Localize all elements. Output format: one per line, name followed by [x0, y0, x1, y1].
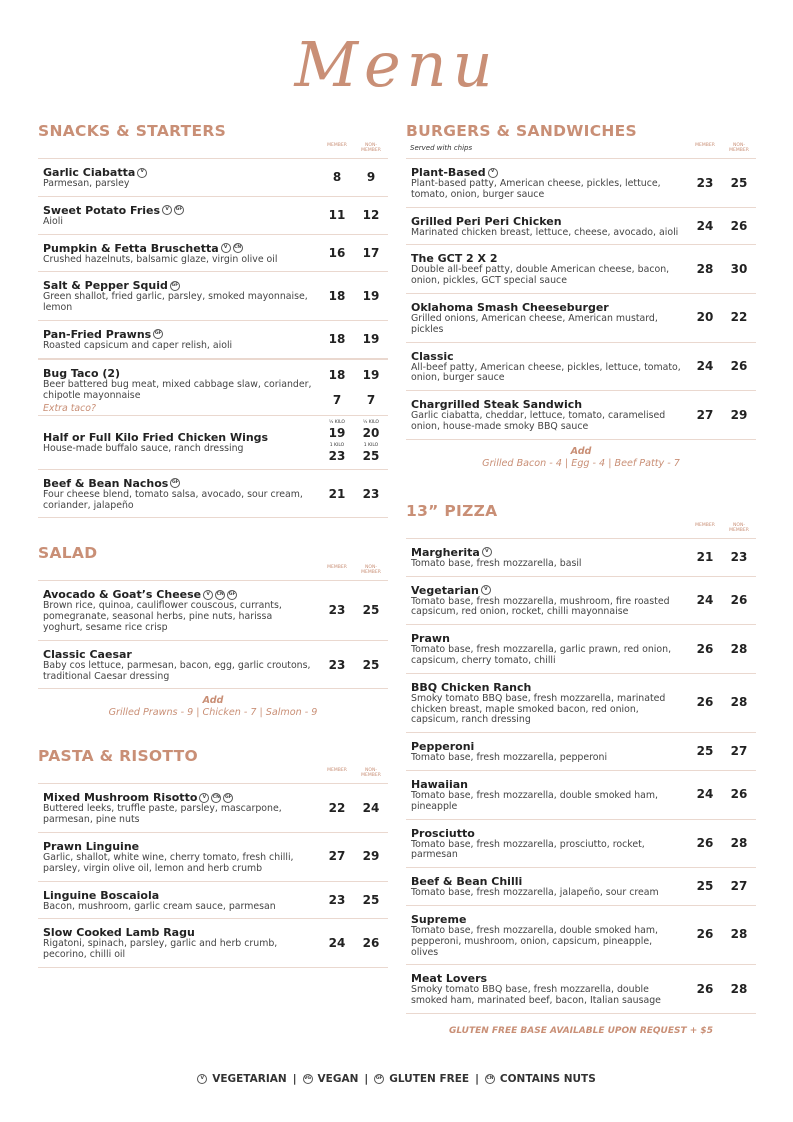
member-price: 26: [696, 982, 714, 997]
item-list: [38, 580, 388, 689]
non-member-price: 28: [730, 982, 748, 997]
menu-item-prawn: [406, 624, 756, 673]
legend-label: VEGETARIAN: [212, 1073, 287, 1085]
item-name-row: [411, 681, 756, 694]
item-description: Grilled onions, American cheese, American mustard, pickles: [411, 312, 658, 335]
member-price: 23: [696, 175, 714, 190]
item-name: The GCT 2 X 2: [411, 252, 498, 266]
item-description: Baby cos lettuce, parmesan, bacon, egg, garlic croutons, traditional Caesar dressing: [43, 659, 311, 682]
non-member-price: 19: [362, 367, 380, 382]
item-name: Classic Caesar: [43, 647, 132, 661]
section-pasta: [38, 745, 388, 968]
non-member-price: 25: [362, 892, 380, 907]
section-title: BURGERS & SANDWICHES: [406, 122, 638, 140]
item-name: Beef & Bean Nachos: [43, 476, 169, 490]
full-kilo-label: 1 KILO: [363, 442, 379, 448]
menu-item-bbq-chicken-ranch: [406, 673, 756, 732]
item-name: Bug Taco (2): [43, 366, 121, 380]
legend-separator: |: [292, 1073, 297, 1085]
member-price: 18: [328, 332, 346, 347]
item-description: Buttered leeks, truffle paste, parsley, mascarpone, parmesan, pine nuts: [43, 803, 282, 826]
item-name: Salt & Pepper Squid: [43, 279, 168, 293]
v-badge-icon: V: [481, 585, 491, 595]
vegetarian-legend-icon: V: [197, 1074, 207, 1084]
right-column: [406, 120, 756, 1036]
menu-item-vegetarian: [406, 576, 756, 625]
gf-badge-icon: GF: [223, 793, 233, 803]
item-description: Tomato base, fresh mozzarella, double smoked ham, pepperoni, mushroom, onion, capsicum, pineapple, olives: [411, 924, 659, 958]
item-description: All-beef patty, American cheese, pickles, lettuce, tomato, onion, burger sauce: [411, 361, 681, 384]
menu-item-slow-cooked-lamb-ragu: [38, 918, 388, 968]
dietary-legend: [0, 1073, 793, 1085]
v-badge-icon: V: [137, 168, 147, 178]
menu-item-oklahoma-smash-cheeseburger: [406, 293, 756, 342]
member-header: MEMBER: [327, 565, 347, 571]
non-member-price: 28: [730, 836, 748, 851]
item-name: Avocado & Goat’s Cheese: [43, 588, 202, 602]
non-member-header: NON-MEMBER: [729, 143, 749, 153]
section-title: SALAD: [38, 544, 98, 563]
menu-item-sweet-potato-fries: [38, 196, 388, 234]
addon-title: Add: [202, 695, 224, 707]
section-header: [38, 542, 388, 580]
menu-item-linguine-boscaiola: [38, 881, 388, 919]
item-name: Mixed Mushroom Risotto: [43, 791, 198, 805]
item-list: [406, 158, 756, 440]
item-name: Grilled Peri Peri Chicken: [411, 214, 562, 228]
full-non-member-price: 25: [362, 448, 380, 463]
item-name: Linguine Boscaiola: [43, 888, 160, 902]
member-price: 25: [696, 879, 714, 894]
item-description: Four cheese blend, tomato salsa, avocado, sour cream, coriander, jalapeño: [43, 488, 303, 511]
non-member-price: 28: [730, 927, 748, 942]
item-name: Classic: [411, 349, 454, 363]
item-name: Oklahoma Smash Cheeseburger: [411, 300, 609, 314]
item-name: Pan-Fried Prawns: [43, 327, 152, 341]
item-description: Garlic, shallot, white wine, cherry tomato, fresh chilli, parsley, virgin olive oil, lemon and herb crumb: [43, 851, 294, 874]
extra-non-member-price: 7: [366, 392, 376, 407]
item-description: Roasted capsicum and caper relish, aioli: [43, 339, 233, 351]
member-price: 26: [696, 641, 714, 656]
member-price: 22: [328, 800, 346, 815]
member-price: 8: [332, 170, 342, 184]
non-member-header: NON-MEMBER: [361, 565, 381, 576]
menu-item-wings: [38, 415, 388, 469]
full-kilo-label: 1 KILO: [329, 442, 345, 448]
item-description: Garlic ciabatta, cheddar, lettuce, tomato, caramelised onion, house-made smoky BBQ sauce: [411, 410, 666, 432]
section-header: [38, 745, 388, 783]
addon-text: Grilled Bacon - 4 | Egg - 4 | Beef Patty - 7: [482, 457, 680, 469]
full-member-price: 23: [328, 448, 346, 463]
half-kilo-label: ½ KILO: [363, 419, 379, 425]
v-badge-icon: V: [482, 547, 492, 557]
v-badge-icon: V: [203, 590, 213, 600]
menu-item-classic-caesar: [38, 640, 388, 690]
non-member-price: 26: [730, 787, 748, 802]
half-kilo-label: ½ KILO: [329, 419, 345, 425]
non-member-price: 26: [362, 936, 380, 951]
item-description: Parmesan, parsley: [43, 178, 130, 189]
item-description: Double all-beef patty, double American cheese, bacon, onion, pickles, GCT special sauce: [411, 264, 670, 287]
member-price: 23: [328, 657, 346, 672]
non-member-price: 23: [362, 486, 380, 501]
non-member-price: 23: [730, 549, 748, 564]
member-header: MEMBER: [327, 143, 347, 148]
menu-item-the-gct-2-x-2: [406, 244, 756, 293]
non-member-price: 30: [730, 261, 748, 276]
menu-item-bug-taco: [38, 359, 388, 415]
item-name: Margherita: [411, 545, 480, 559]
member-price: 21: [328, 486, 346, 501]
non-member-price: 9: [366, 170, 376, 184]
non-member-price: 29: [362, 849, 380, 864]
legend-label: CONTAINS NUTS: [499, 1073, 596, 1085]
section-header: [406, 120, 756, 158]
gf-badge-icon: GF: [153, 329, 163, 339]
item-description: Tomato base, fresh mozzarella, prosciutto, rocket, parmesan: [411, 838, 645, 861]
addon-title: Add: [570, 445, 592, 457]
item-name: Half or Full Kilo Fried Chicken Wings: [43, 430, 269, 444]
item-name: Chargrilled Steak Sandwich: [411, 398, 583, 412]
menu-title: Menu: [294, 28, 499, 101]
menu-item-avocado-goat-s-cheese: [38, 580, 388, 639]
section-subtitle: Served with chips: [410, 144, 473, 152]
v-badge-icon: V: [199, 793, 209, 803]
item-name: Pumpkin & Fetta Bruschetta: [43, 241, 219, 255]
non-member-price: 26: [730, 593, 748, 608]
member-price: 24: [328, 936, 346, 951]
section-salad: [38, 542, 388, 719]
menu-item-pan-fried-prawns: [38, 320, 388, 359]
gf-badge-icon: GF: [170, 478, 180, 488]
non-member-price: 19: [362, 288, 380, 303]
legend-separator: |: [364, 1073, 369, 1085]
item-description: Tomato base, fresh mozzarella, basil: [411, 557, 582, 569]
member-header: MEMBER: [695, 143, 715, 148]
item-description: Plant-based patty, American cheese, pickles, lettuce, tomato, onion, burger sauce: [411, 178, 661, 200]
item-name: Sweet Potato Fries: [43, 203, 161, 217]
non-member-price: 26: [730, 218, 748, 233]
item-description: Tomato base, fresh mozzarella, mushroom, fire roasted capsicum, red onion, rocket, chilli mayonnaise: [411, 595, 670, 618]
non-member-price: 17: [362, 245, 380, 260]
non-member-price: 29: [730, 408, 748, 423]
member-price: 24: [696, 218, 714, 233]
section-header: [38, 120, 388, 158]
menu-item-mixed-mushroom-risotto: [38, 783, 388, 832]
non-member-price: 28: [730, 695, 748, 710]
item-name: Vegetarian: [411, 583, 479, 597]
menu-item-meat-lovers: [406, 964, 756, 1014]
menu-item-hawaiian: [406, 770, 756, 819]
v-badge-icon: V: [162, 205, 172, 215]
non-member-price: 25: [362, 657, 380, 672]
non-member-price: 27: [730, 744, 748, 759]
item-name: BBQ Chicken Ranch: [411, 680, 532, 694]
non-member-price: 24: [362, 800, 380, 815]
cn-badge-icon: CN: [211, 793, 221, 803]
menu-item-plant-based: [406, 158, 756, 207]
item-name: Pepperoni: [411, 740, 475, 754]
section-burgers: [406, 120, 756, 470]
item-description: Smoky tomato BBQ base, fresh mozzarella, double smoked ham, marinated beef, bacon, Italian sausage: [411, 984, 661, 1007]
member-price: 28: [696, 261, 714, 276]
item-name: Plant-Based: [411, 166, 486, 179]
item-name: Prosciutto: [411, 826, 475, 840]
menu-item-margherita: [406, 538, 756, 576]
gluten-free-legend-icon: GF: [374, 1074, 384, 1084]
item-description: Aioli: [43, 215, 63, 227]
item-name-row: [411, 913, 756, 926]
non-member-price: 22: [730, 310, 748, 325]
member-price: 18: [328, 288, 346, 303]
item-list: [38, 158, 388, 359]
item-name: Slow Cooked Lamb Ragu: [43, 926, 195, 940]
menu-item-classic: [406, 342, 756, 391]
section-title: SNACKS & STARTERS: [38, 122, 227, 140]
gf-badge-icon: GF: [174, 205, 184, 215]
non-member-header: NON-MEMBER: [361, 768, 381, 779]
extra-member-price: 7: [332, 392, 342, 407]
item-description: Green shallot, fried garlic, parsley, smoked mayonnaise, lemon: [43, 291, 308, 314]
left-column: [38, 120, 388, 968]
non-member-header: NON-MEMBER: [729, 522, 749, 533]
member-price: 16: [328, 245, 346, 260]
legend-label: VEGAN: [317, 1073, 359, 1085]
item-description: Bacon, mushroom, garlic cream sauce, parmesan: [43, 900, 276, 912]
extra-taco-label: Extra taco?: [43, 403, 97, 415]
member-price: 21: [696, 549, 714, 564]
item-description: Brown rice, quinoa, cauliflower couscous, currants, pomegranate, seasonal herbs, pine nuts, harissa yoghurt, sesame rice crisp: [43, 600, 282, 633]
item-description: Rigatoni, spinach, parsley, garlic and herb crumb, pecorino, chilli oil: [43, 938, 278, 961]
item-description: Beer battered bug meat, mixed cabbage slaw, coriander, chipotle mayonnaise: [43, 378, 312, 401]
member-price: 20: [696, 310, 714, 325]
member-price: 23: [328, 602, 346, 617]
section-snacks: [38, 120, 388, 518]
item-description: Tomato base, fresh mozzarella, jalapeño, sour cream: [411, 887, 659, 899]
item-description: House-made buffalo sauce, ranch dressing: [43, 442, 244, 454]
non-member-price: 27: [730, 879, 748, 894]
cn-badge-icon: CN: [215, 590, 225, 600]
item-description: Smoky tomato BBQ base, fresh mozzarella, marinated chicken breast, maple smoked bacon, red onion, capsicum, ranch dressing: [411, 692, 666, 726]
member-price: 11: [328, 207, 346, 222]
member-price: 24: [696, 787, 714, 802]
item-name: Hawaiian: [411, 777, 469, 791]
non-member-price: 28: [730, 641, 748, 656]
contains-nuts-legend-icon: CN: [485, 1074, 495, 1084]
menu-item-pumpkin-fetta-bruschetta: [38, 234, 388, 272]
menu-item-beef-bean-chilli: [406, 867, 756, 905]
menu-item-grilled-peri-peri-chicken: [406, 207, 756, 245]
burger-addons: [406, 440, 756, 470]
menu-item-chargrilled-steak-sandwich: [406, 390, 756, 440]
section-header: [406, 500, 756, 538]
vegan-legend-icon: VG: [303, 1074, 313, 1084]
menu-item-garlic-ciabatta: [38, 158, 388, 196]
item-name: Prawn: [411, 632, 450, 646]
non-member-price: 26: [730, 359, 748, 374]
section-pizza: [406, 500, 756, 1036]
item-name: Beef & Bean Chilli: [411, 875, 523, 889]
member-header: MEMBER: [327, 768, 347, 774]
legend-label: GLUTEN FREE: [389, 1073, 470, 1085]
item-list: [406, 538, 756, 1014]
non-member-header: NON-MEMBER: [361, 143, 381, 153]
non-member-price: 25: [362, 602, 380, 617]
gf-badge-icon: GF: [170, 281, 180, 291]
item-list: [38, 783, 388, 968]
item-description: Crushed hazelnuts, balsamic glaze, virgin olive oil: [43, 253, 278, 265]
menu-item-beef-bean-nachos: [38, 469, 388, 519]
v-badge-icon: V: [488, 168, 498, 178]
section-title: PASTA & RISOTTO: [38, 747, 198, 766]
item-name: Prawn Linguine: [43, 839, 140, 853]
item-name: Garlic Ciabatta: [43, 166, 136, 179]
menu-item-pepperoni: [406, 732, 756, 770]
member-price: 26: [696, 927, 714, 942]
non-member-price: 19: [362, 332, 380, 347]
half-member-price: 19: [328, 425, 346, 440]
member-price: 24: [696, 359, 714, 374]
non-member-price: 25: [730, 175, 748, 190]
half-non-member-price: 20: [362, 425, 380, 440]
v-badge-icon: V: [221, 243, 231, 253]
item-description: Tomato base, fresh mozzarella, pepperoni: [411, 752, 608, 764]
member-price: 24: [696, 593, 714, 608]
salad-addons: [38, 689, 388, 719]
member-price: 26: [696, 836, 714, 851]
menu-item-prawn-linguine: [38, 832, 388, 881]
menu-item-supreme: [406, 905, 756, 964]
item-list: [38, 469, 388, 519]
item-name: Meat Lovers: [411, 972, 488, 986]
item-description: Tomato base, fresh mozzarella, double smoked ham, pineapple: [411, 789, 659, 812]
gf-badge-icon: GF: [227, 590, 237, 600]
member-price: 26: [696, 695, 714, 710]
menu-item-salt-pepper-squid: [38, 271, 388, 320]
gluten-free-note: GLUTEN FREE BASE AVAILABLE UPON REQUEST + $5: [449, 1025, 713, 1036]
member-price: 18: [328, 367, 346, 382]
item-description: Tomato base, fresh mozzarella, garlic prawn, red onion, capsicum, cherry tomato, chilli: [411, 644, 672, 666]
addon-text: Grilled Prawns - 9 | Chicken - 7 | Salmon - 9: [108, 707, 318, 719]
item-description: Marinated chicken breast, lettuce, cheese, avocado, aioli: [411, 226, 679, 238]
member-price: 27: [328, 849, 346, 864]
legend-separator: |: [475, 1073, 479, 1085]
item-name: Supreme: [411, 912, 467, 926]
member-price: 23: [328, 892, 346, 907]
cn-badge-icon: CN: [233, 243, 243, 253]
member-price: 27: [696, 408, 714, 423]
member-price: 25: [696, 744, 714, 759]
section-title: 13” PIZZA: [406, 501, 498, 520]
member-header: MEMBER: [695, 522, 715, 528]
non-member-price: 12: [362, 207, 380, 222]
menu-item-prosciutto: [406, 819, 756, 868]
